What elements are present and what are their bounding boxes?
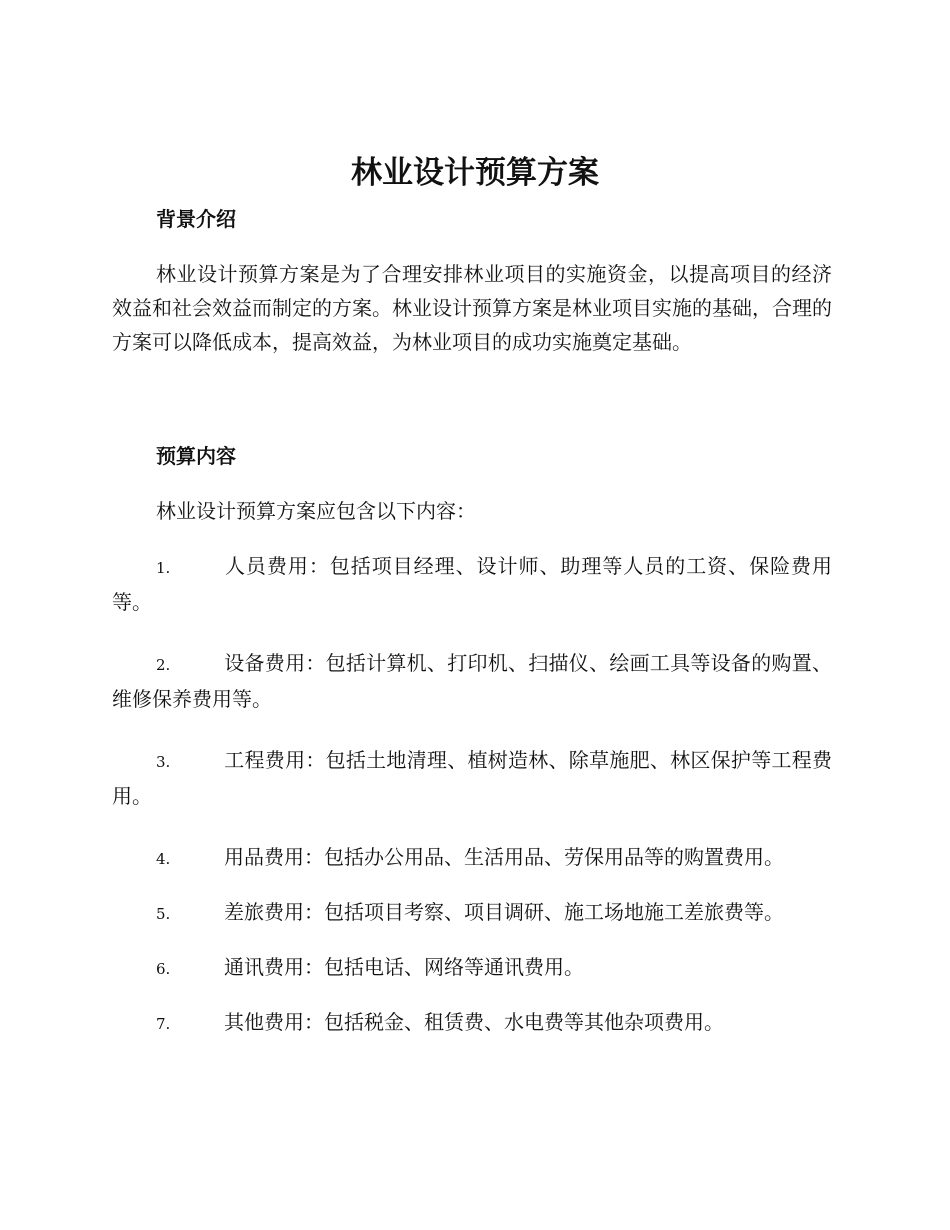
list-item-number: 3. bbox=[156, 753, 171, 771]
list-item bbox=[112, 646, 832, 716]
list-item-text: 其他费用：包括税金、租赁费、水电费等其他杂项费用。 bbox=[224, 1010, 724, 1034]
list-item-number: 6. bbox=[156, 960, 171, 978]
section-heading-budget-content: 预算内容 bbox=[156, 444, 236, 468]
section-heading-background: 背景介绍 bbox=[156, 207, 236, 231]
list-item bbox=[112, 549, 832, 619]
list-item-text: 通讯费用：包括电话、网络等通讯费用。 bbox=[224, 955, 584, 979]
list-item-number: 7. bbox=[156, 1015, 171, 1033]
list-item bbox=[112, 895, 832, 931]
list-item-number: 5. bbox=[156, 905, 171, 923]
list-item-text: 人员费用：包括项目经理、设计师、助理等人员的工资、保险费用等。 bbox=[112, 554, 832, 614]
list-item-text: 设备费用：包括计算机、打印机、扫描仪、绘画工具等设备的购置、维修保养费用等。 bbox=[112, 651, 832, 711]
list-item bbox=[112, 743, 832, 813]
document-title: 林业设计预算方案 bbox=[351, 155, 599, 191]
list-item-text: 工程费用：包括土地清理、植树造林、除草施肥、林区保护等工程费用。 bbox=[112, 748, 832, 808]
list-item-text: 用品费用：包括办公用品、生活用品、劳保用品等的购置费用。 bbox=[224, 845, 784, 869]
list-item-number: 4. bbox=[156, 850, 171, 868]
list-item-number: 1. bbox=[156, 559, 171, 577]
budget-intro-paragraph: 林业设计预算方案应包含以下内容： bbox=[156, 499, 476, 523]
list-item bbox=[112, 840, 832, 876]
list-item-text: 差旅费用：包括项目考察、项目调研、施工场地施工差旅费等。 bbox=[224, 900, 784, 924]
background-paragraph: 林业设计预算方案是为了合理安排林业项目的实施资金，以提高项目的经济效益和社会效益而制定的方案。林业设计预算方案是林业项目实施的基础，合理的方案可以降低成本，提高效益，为林业项目的成功实施奠定基础。 bbox=[112, 262, 832, 354]
list-item-number: 2. bbox=[156, 656, 171, 674]
list-item bbox=[112, 1005, 832, 1041]
list-item bbox=[112, 950, 832, 986]
